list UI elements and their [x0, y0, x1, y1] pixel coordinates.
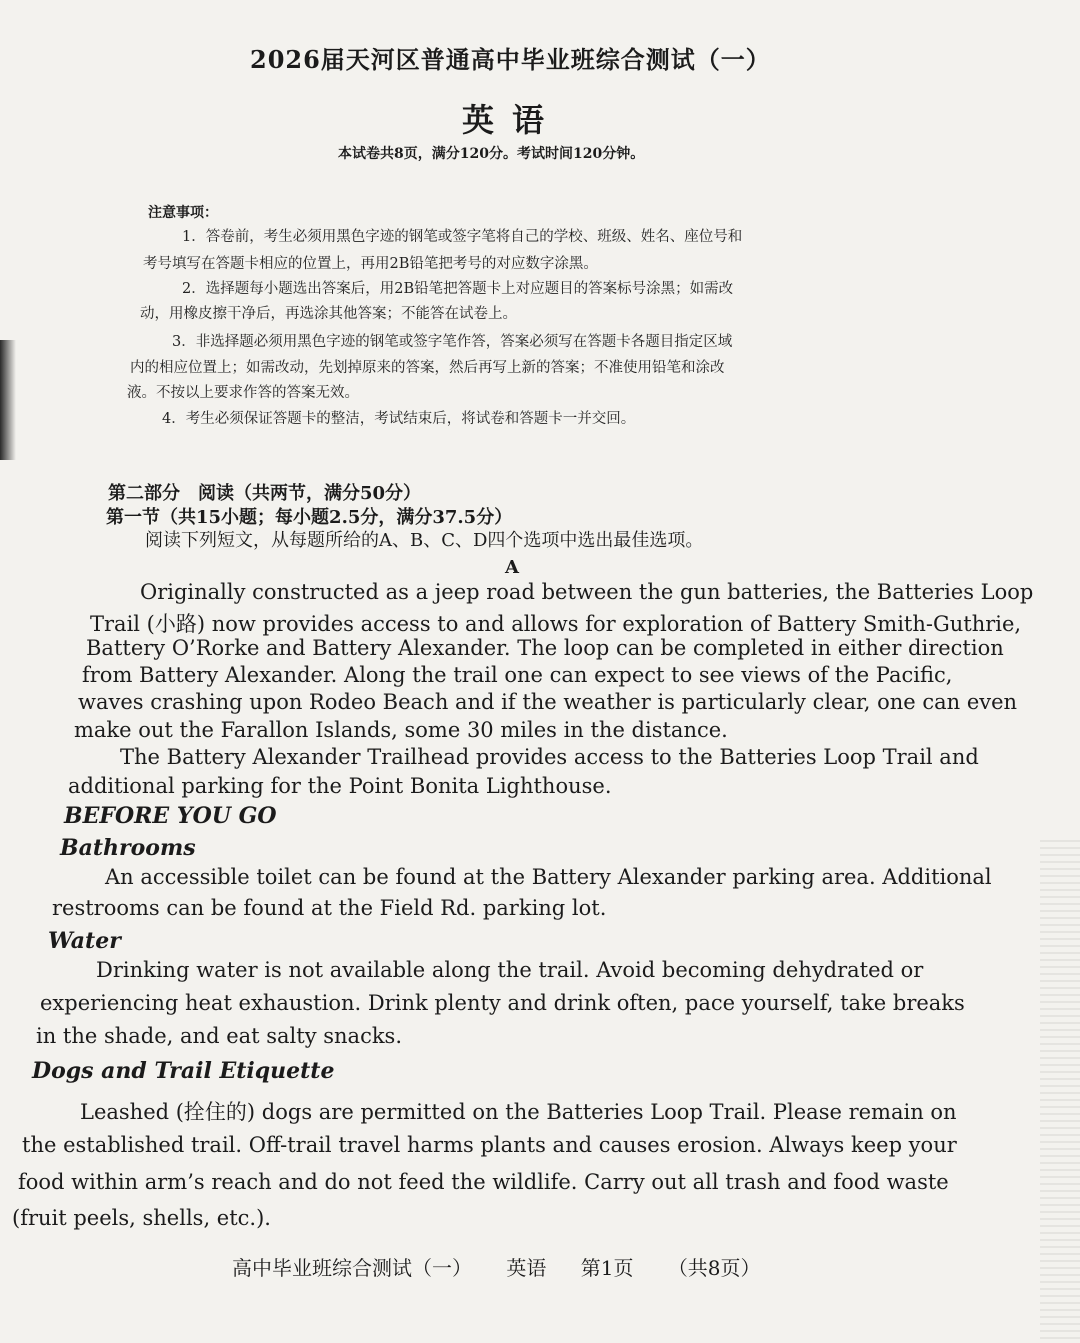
dogs-line: Leashed (拴住的) dogs are permitted on the Batteries Loop Trail. Please remain on [80, 1100, 957, 1124]
notice-line: 2．选择题每小题选出答案后，用2B铅笔把答题卡上对应题目的答案标号涂黑；如需改 [182, 281, 734, 297]
notice-line: 1．答卷前，考生必须用黑色字迹的钢笔或签字笔将自己的学校、班级、姓名、座位号和 [182, 229, 743, 245]
dogs-heading: Dogs and Trail Etiquette [32, 1058, 335, 1084]
page-edge-shadow [0, 340, 16, 460]
before-you-go-heading: BEFORE YOU GO [64, 803, 277, 829]
notice-line: 3．非选择题必须用黑色字迹的钢笔或签字笔作答，答案必须写在答题卡各题目指定区域 [172, 334, 733, 350]
notice-line: 考号填写在答题卡相应的位置上，再用2B铅笔把考号的对应数字涂黑。 [143, 256, 598, 272]
passage-label: A [505, 557, 519, 578]
dogs-line: the established trail. Off-trail travel harms plants and causes erosion. Always keep your [22, 1133, 957, 1157]
bathrooms-line: An accessible toilet can be found at the Battery Alexander parking area. Additional [105, 865, 992, 889]
passage-line: from Battery Alexander. Along the trail one can expect to see views of the Pacific, [82, 663, 953, 687]
water-line: experiencing heat exhaustion. Drink plenty and drink often, pace yourself, take breaks [40, 991, 965, 1015]
notice-heading: 注意事项： [148, 205, 218, 221]
passage-line: Trail (小路) now provides access to and allows for exploration of Battery Smith-Guthrie, [90, 612, 1022, 636]
footer-total: （共8页） [667, 1256, 761, 1280]
footer-page: 第1页 [580, 1256, 634, 1280]
passage-line: The Battery Alexander Trailhead provides access to the Batteries Loop Trail and [120, 745, 979, 769]
paper-info: 本试卷共8页，满分120分。考试时间120分钟。 [338, 146, 645, 162]
notice-line: 4．考生必须保证答题卡的整洁，考试结束后，将试卷和答题卡一并交回。 [162, 411, 636, 427]
notice-line: 液。不按以上要求作答的答案无效。 [127, 385, 359, 401]
water-heading: Water [48, 928, 121, 954]
bathrooms-heading: Bathrooms [60, 835, 196, 861]
section-part: 第二部分 阅读（共两节，满分50分） [108, 483, 422, 504]
passage-line: additional parking for the Point Bonita Lighthouse. [68, 774, 612, 798]
scan-speckle [1040, 840, 1080, 1340]
notice-line: 动，用橡皮擦干净后，再选涂其他答案；不能答在试卷上。 [140, 306, 517, 322]
dogs-line: food within arm’s reach and do not feed the wildlife. Carry out all trash and food waste [18, 1170, 949, 1194]
passage-line: Battery O’Rorke and Battery Alexander. The loop can be completed in either direction [86, 636, 1004, 660]
passage-line: make out the Farallon Islands, some 30 miles in the distance. [74, 718, 728, 742]
passage-line: waves crashing upon Rodeo Beach and if the weather is particularly clear, one can even [78, 690, 1018, 714]
water-line: in the shade, and eat salty snacks. [36, 1024, 403, 1048]
passage-line: Originally constructed as a jeep road between the gun batteries, the Batteries Loop [140, 580, 1034, 604]
exam-title: 2026届天河区普通高中毕业班综合测试（一） [250, 45, 771, 74]
footer-test-name: 高中毕业班综合测试（一） [232, 1256, 472, 1280]
water-line: Drinking water is not available along the trail. Avoid becoming dehydrated or [96, 958, 924, 982]
footer-subject: 英语 [506, 1256, 547, 1280]
section-subsection: 第一节（共15小题；每小题2.5分，满分37.5分） [106, 507, 513, 528]
page-footer [232, 1252, 789, 1281]
bathrooms-line: restrooms can be found at the Field Rd. parking lot. [52, 896, 607, 920]
exam-subject: 英语 [462, 101, 563, 139]
dogs-line: (fruit peels, shells, etc.). [12, 1206, 271, 1230]
section-instruction: 阅读下列短文，从每题所给的A、B、C、D四个选项中选出最佳选项。 [145, 530, 704, 551]
notice-line: 内的相应位置上；如需改动，先划掉原来的答案，然后再写上新的答案；不准使用铅笔和涂改 [130, 360, 725, 376]
